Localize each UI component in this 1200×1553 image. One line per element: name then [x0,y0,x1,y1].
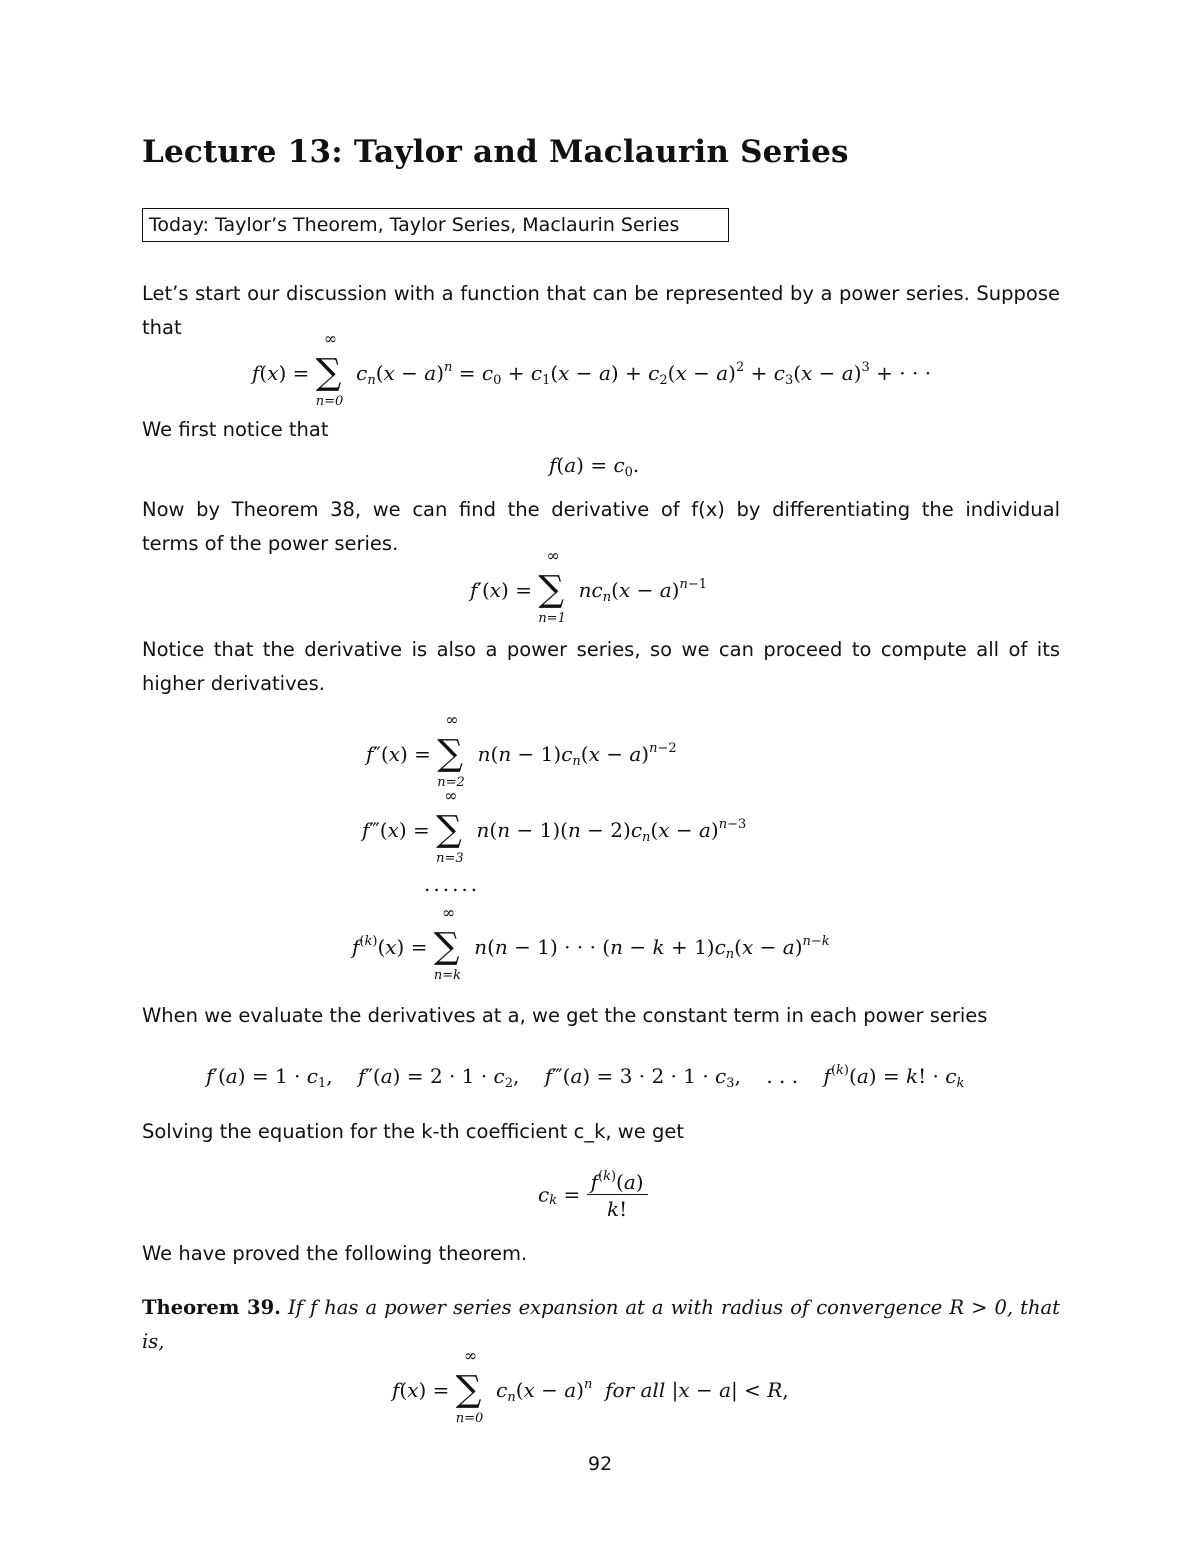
paragraph-intro-line2: that [142,316,182,339]
paragraph-intro-line1: Let’s start our discussion with a function that can be represented by a power series. Suppose [142,282,1060,305]
equation-power-series: f(x) = ∑ ∞ n=0 $c_n(x - a)^n = c_0 + c_1(x - a) + c_2(x - a)^2 + c_3(x - a)^3$ + · · · [252,328,932,409]
page-number: 92 [588,1453,613,1475]
paragraph-evaluate: When we evaluate the derivatives at a, we get the constant term in each power series [142,1004,988,1027]
today-summary-box [142,208,729,242]
theorem-label: Theorem 39. [142,1296,281,1319]
paragraph-higher-line1: Notice that the derivative is also a power series, so we can proceed to compute all of its [142,638,1060,661]
paragraph-solving: Solving the equation for the k-th coefficient c_k, we get [142,1120,684,1143]
paragraph-theorem38-line2: terms of the power series. [142,532,399,555]
theorem-text-line1: If f has a power series expansion at a with radius of convergence R > 0, that [288,1296,1060,1319]
equation-theorem-series: f(x) = ∑ ∞ n=0 $c_n(x - a)^n$ for all |x − a| < R, [392,1345,789,1426]
lecture-title: Lecture 13: Taylor and Maclaurin Series [142,134,849,170]
equation-first-derivative: f′(x) = ∑ ∞ n=1 $nc_n(x - a)^{n-1}$ [470,545,708,626]
equation-coefficient-formula: $c_k$ = $\frac{f^{(k)}(a)}{k!}$ [538,1170,648,1219]
paragraph-first-notice: We first notice that [142,418,329,441]
paragraph-theorem38-line1: Now by Theorem 38, we can find the derivative of f(x) by differentiating the individual [142,498,1060,521]
equation-derivatives-at-a: $f'(a) = 1 \cdot c_1$, $f''(a) = 2 \cdot 1 \cdot c_2$, f‴(a) = $3 \cdot 2 \cdot 1 \cdot c_3$, . . . $f^{(k)}(a) = k$! · $c_k$ [206,1063,965,1091]
ellipsis-dots: ...... [424,872,481,896]
equation-second-derivative: f″(x) = ∑ ∞ n=2 $n(n - 1)c_n(x - a)^{n-2}$ [366,709,677,790]
equation-kth-derivative: $f^{(k)}(x)$ = ∑ ∞ n=k n(n − 1) · · · $(n - k + 1)c_n(x - a)^{n-k}$ [352,902,830,983]
theorem-text-line2: is, [142,1330,165,1353]
sigma-symbol: ∑ ∞ n=0 [315,328,344,409]
fraction: $\frac{f^{(k)}(a)}{k!}$ [587,1170,648,1219]
theorem-39-line1 [142,1291,1060,1325]
equation-f-of-a: $f(a) = c_0$. [549,453,640,480]
equation-third-derivative: f‴(x) = ∑ ∞ n=3 $n(n - 1)(n - 2)c_n(x - a)^{n-3}$ [362,785,747,866]
today-summary-text: Today: Taylor’s Theorem, Taylor Series, Maclaurin Series [149,214,680,236]
paragraph-proved: We have proved the following theorem. [142,1242,528,1265]
paragraph-higher-line2: higher derivatives. [142,672,325,695]
